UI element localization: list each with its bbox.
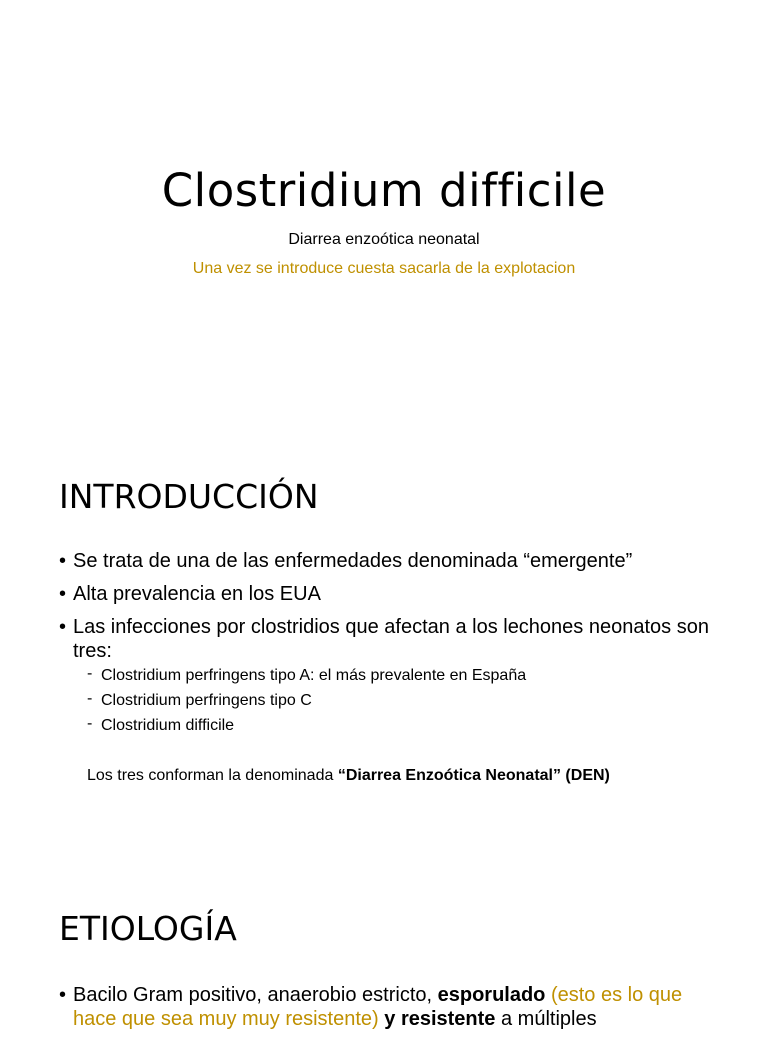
list-item: - Clostridium difficile [87, 715, 235, 734]
section-heading-etiologia: ETIOLOGÍA [59, 909, 237, 948]
dash-icon: - [87, 715, 93, 732]
list-item: • Se trata de una de las enfermedades denominada “emergente” [59, 550, 633, 572]
sub-bullet-list [87, 666, 709, 736]
bullet-icon: • [59, 616, 67, 638]
dash-icon: - [87, 665, 93, 682]
bullet-icon: • [59, 984, 67, 1006]
list-item: - Clostridium perfringens tipo A: el más prevalente en España [87, 665, 527, 684]
slide-note: Una vez se introduce cuesta sacarla de la explotacion [192, 260, 576, 277]
slide-title: Clostridium difficile [161, 164, 607, 217]
bullet-icon: • [59, 583, 67, 605]
etiology-bullet-list [59, 983, 709, 1040]
section-heading-introduccion: INTRODUCCIÓN [59, 477, 319, 516]
list-item: • Las infecciones por clostridios que afectan a los lechones neonatos son tres: - Clostridium perfringens tipo A: el más prevalente en España - Clostridium perfringens tipo C - Clostridium difficile [59, 616, 709, 734]
bullet-icon: • [59, 550, 67, 572]
title-slide [0, 0, 768, 432]
slide-subtitle: Diarrea enzoótica neonatal [288, 231, 480, 248]
list-item: • Bacilo Gram positivo, anaerobio estricto, esporulado (esto es lo que hace que sea muy muy resistente) y resistente a múltiples [59, 984, 683, 1030]
intro-bullet-list [59, 549, 709, 745]
dash-icon: - [87, 690, 93, 707]
list-item: - Clostridium perfringens tipo C [87, 690, 312, 709]
list-item: • Alta prevalencia en los EUA [59, 583, 321, 605]
den-summary: Los tres conforman la denominada “Diarrea Enzoótica Neonatal” (DEN) [87, 767, 610, 784]
